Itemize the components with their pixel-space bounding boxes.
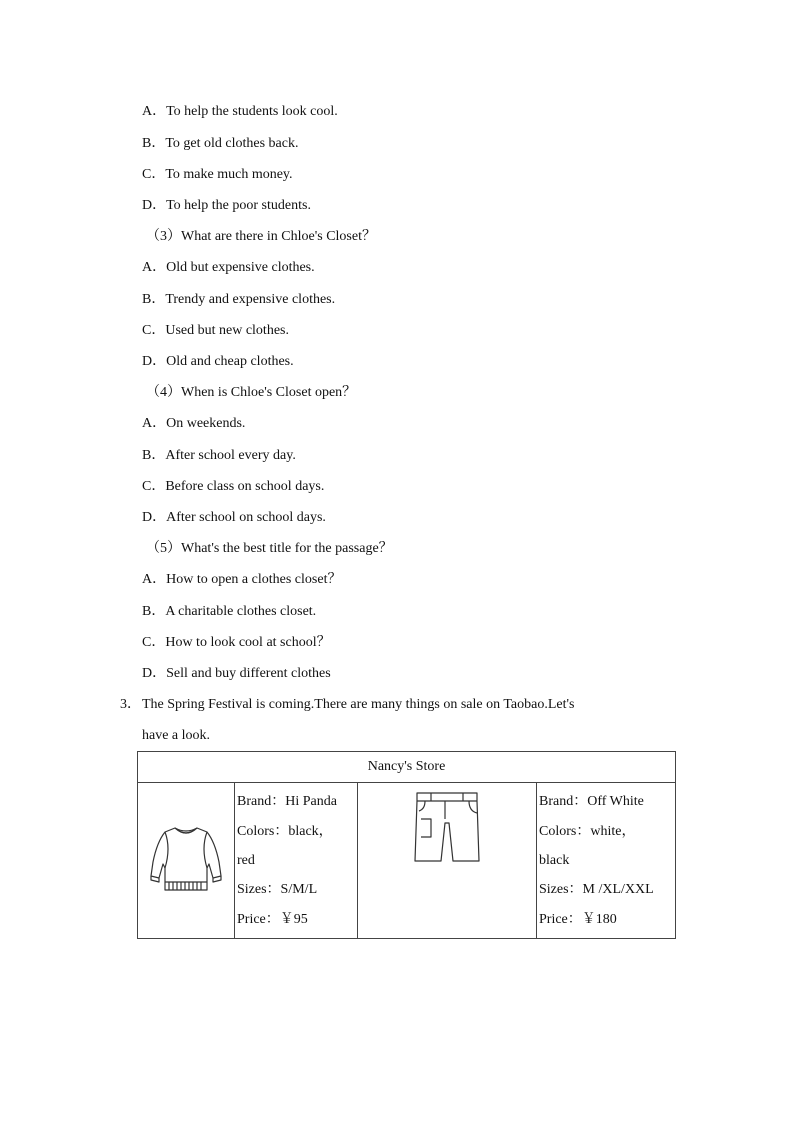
item1-colors: Colors：black，	[237, 824, 333, 839]
q5-option-c: C．How to look cool at school？	[142, 635, 331, 650]
item1-price: Price：￥95	[237, 912, 308, 927]
item2-sizes: Sizes：M /XL/XXL	[539, 882, 654, 897]
q5-option-a: A．How to open a clothes closet？	[142, 572, 342, 587]
item2-price: Price：￥180	[539, 912, 617, 927]
item2-colors-cont: black	[539, 853, 570, 868]
item1-image-cell	[138, 783, 235, 939]
section3-number: 3．	[120, 697, 141, 712]
item1-info-cell	[235, 783, 358, 939]
q3-option-d: D．Old and cheap clothes.	[142, 354, 294, 369]
q3-option-c: C．Used but new clothes.	[142, 323, 289, 338]
q4-option-b: B．After school every day.	[142, 448, 296, 463]
section3-intro-line1: The Spring Festival is coming.There are many things on sale on Taobao.Let's	[142, 697, 575, 712]
q4-stem: （4）When is Chloe's Closet open？	[146, 385, 357, 400]
section3-intro-line2: have a look.	[142, 728, 211, 743]
q2-option-c: C．To make much money.	[142, 167, 293, 182]
store-table	[137, 751, 676, 939]
item1-brand: Brand：Hi Panda	[237, 794, 337, 809]
item2-brand: Brand：Off White	[539, 794, 644, 809]
item1-colors-cont: red	[237, 853, 255, 868]
q5-stem: （5）What's the best title for the passage？	[146, 541, 393, 556]
pants-icon	[411, 789, 483, 865]
q5-option-d: D．Sell and buy different clothes	[142, 666, 331, 681]
q3-option-b: B．Trendy and expensive clothes.	[142, 292, 336, 307]
q2-option-d: D．To help the poor students.	[142, 198, 311, 213]
q3-stem: （3）What are there in Chloe's Closet？	[146, 229, 376, 244]
item2-info-cell	[537, 783, 676, 939]
q4-option-c: C．Before class on school days.	[142, 479, 325, 494]
item2-image-cell	[358, 783, 537, 939]
q2-option-a: A．To help the students look cool.	[142, 104, 338, 119]
q2-option-b: B．To get old clothes back.	[142, 136, 299, 151]
sweater-icon	[145, 822, 227, 894]
q4-option-a: A．On weekends.	[142, 416, 246, 431]
item1-sizes: Sizes：S/M/L	[237, 882, 318, 897]
item2-colors: Colors：white，	[539, 824, 636, 839]
q3-option-a: A．Old but expensive clothes.	[142, 260, 315, 275]
store-title: Nancy's Store	[138, 752, 676, 783]
q5-option-b: B．A charitable clothes closet.	[142, 604, 317, 619]
q4-option-d: D．After school on school days.	[142, 510, 326, 525]
